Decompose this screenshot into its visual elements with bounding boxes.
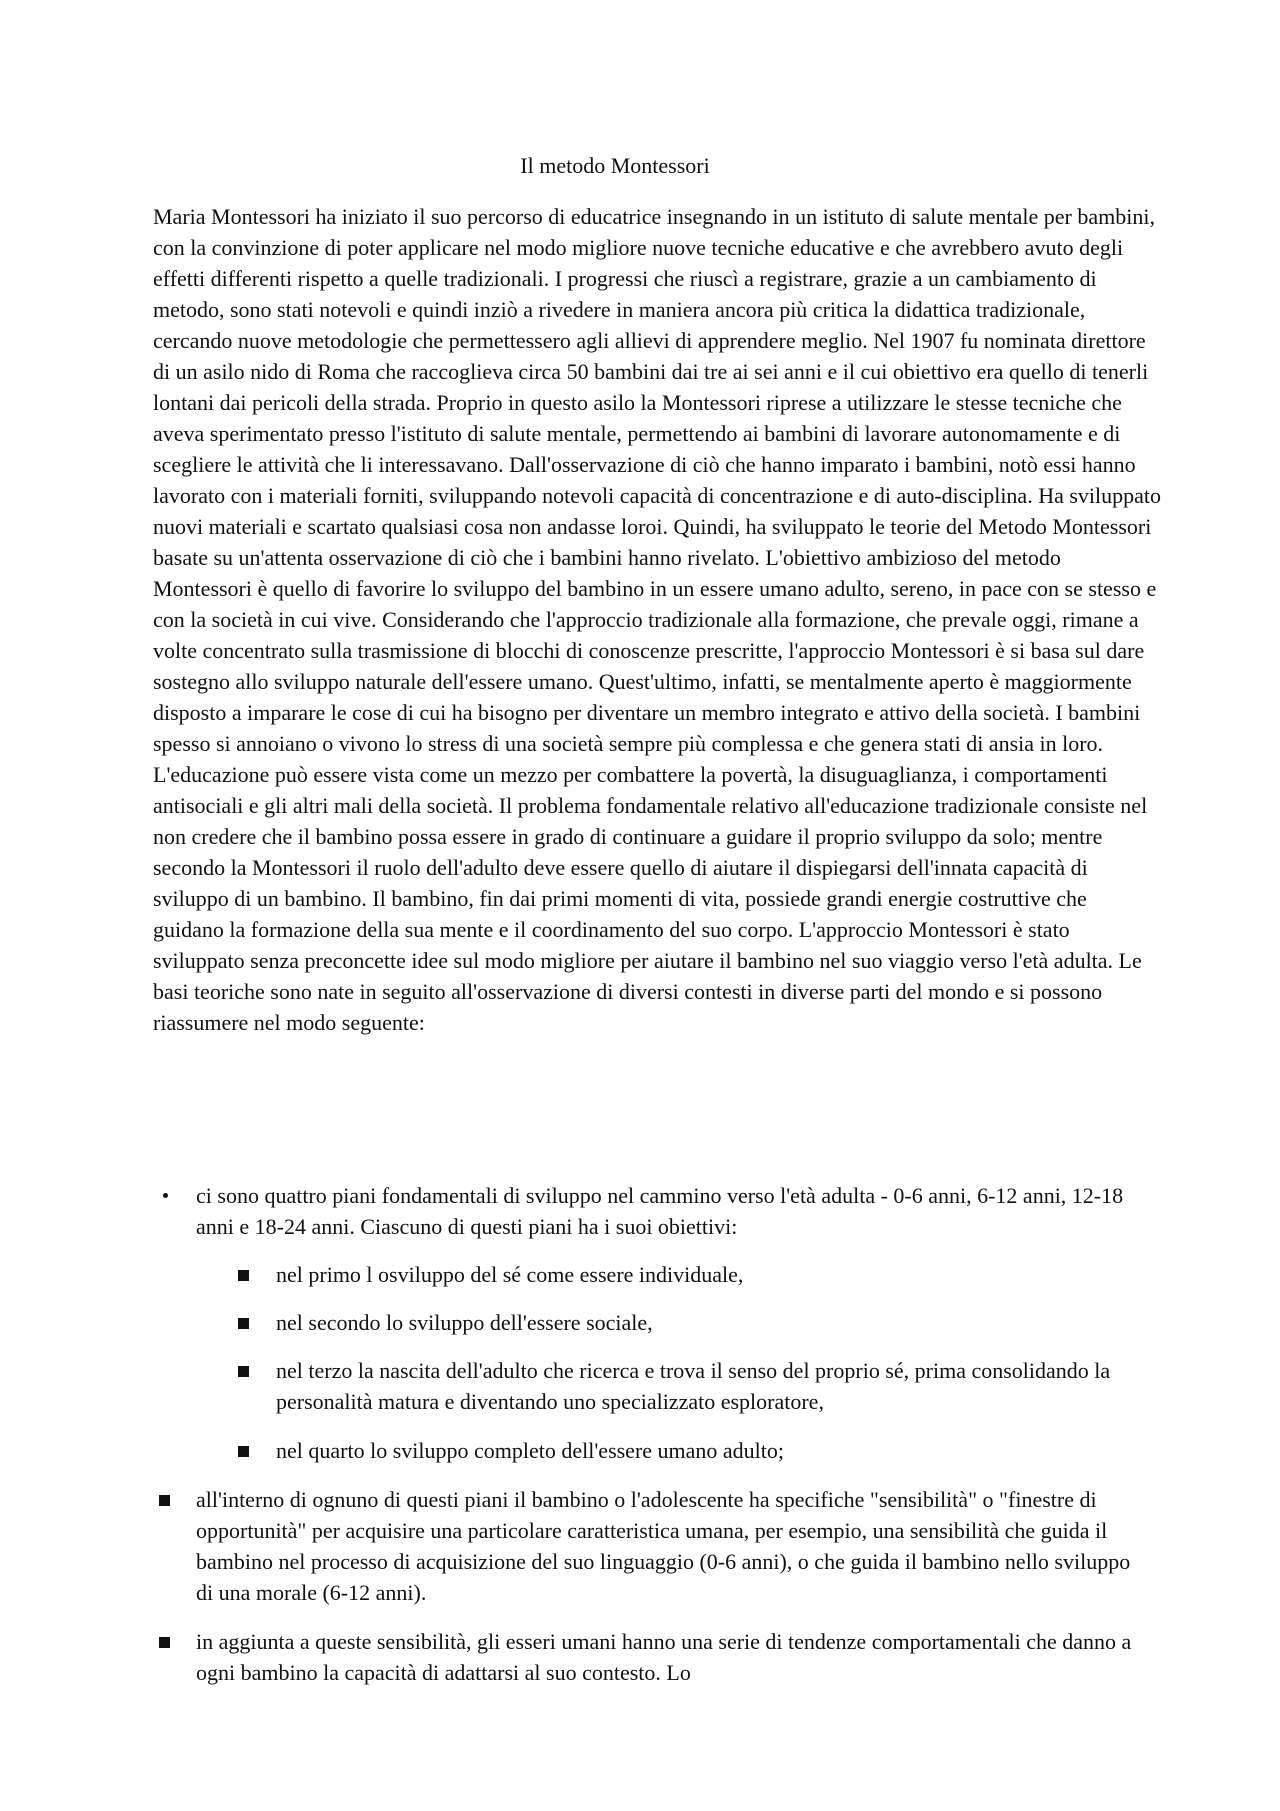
- bullet-dot-icon: [163, 1193, 168, 1198]
- sub-list-item-text: nel primo l osviluppo del sé come essere individuale,: [276, 1262, 744, 1287]
- bullet-square-icon: [238, 1446, 249, 1457]
- document-title: Il metodo Montessori: [520, 153, 710, 178]
- bullet-square-icon: [238, 1270, 249, 1281]
- sub-list-item-text: nel quarto lo sviluppo completo dell'essere umano adulto;: [276, 1438, 785, 1463]
- sub-list-item-text: nel secondo lo sviluppo dell'essere sociale,: [276, 1310, 653, 1335]
- list-item-text: all'interno di ognuno di questi piani il bambino o l'adolescente ha specifiche "sensibilità" o "finestre di opportunità" per acquisire una particolare caratteristica umana, per esempio, una sensibilità che guida il bambino nel processo di acquisizione del suo linguaggio (0-6 anni), o che guida il bambino nello sviluppo di una morale (6-12 anni).: [196, 1487, 1131, 1605]
- bullet-square-icon: [238, 1366, 249, 1377]
- body-paragraph: Maria Montessori ha iniziato il suo percorso di educatrice insegnando in un istituto di salute mentale per bambini, con la convinzione di poter applicare nel modo migliore nuove tecniche educative e che avrebbero avuto degli effetti differenti rispetto a quelle tradizionali. I progressi che riuscì a registrare, grazie a un cambiamento di metodo, sono stati notevoli e quindi inziò a rivedere in maniera ancora più critica la didattica tradizionale, cercando nuove metodologie che permettessero agli allievi di apprendere meglio. Nel 1907 fu nominata direttore di un asilo nido di Roma che raccoglieva circa 50 bambini dai tre ai sei anni e il cui obiettivo era quello di tenerli lontani dai pericoli della strada. Proprio in questo asilo la Montessori riprese a utilizzare le stesse tecniche che aveva sperimentato presso l'istituto di salute mentale, permettendo ai bambini di lavorare autonomamente e di scegliere le attività che li interessavano. Dall'osservazione di ciò che hanno imparato i bambini, notò essi hanno lavorato con i materiali forniti, sviluppando notevoli capacità di concentrazione e di auto-disciplina. Ha sviluppato nuovi materiali e scartato qualsiasi cosa non andasse loroi. Quindi, ha sviluppato le teorie del Metodo Montessori basate su un'attenta osservazione di ciò che i bambini hanno rivelato. L'obiettivo ambizioso del metodo Montessori è quello di favorire lo sviluppo del bambino in un essere umano adulto, sereno, in pace con se stesso e con la società in cui vive. Considerando che l'approccio tradizionale alla formazione, che prevale oggi, rimane a volte concentrato sulla trasmissione di blocchi di conoscenze prescritte, l'approccio Montessori è si basa sul dare sostegno allo sviluppo naturale dell'essere umano. Quest'ultimo, infatti, se mentalmente aperto è maggiormente disposto a imparare le cose di cui ha bisogno per diventare un membro integrato e attivo della società. I bambini spesso si annoiano o vivono lo stress di una società sempre più complessa e che genera stati di ansia in loro. L'educazione può essere vista come un mezzo per combattere la povertà, la disuguaglianza, i comportamenti antisociali e gli altri mali della società. Il problema fondamentale relativo all'educazione tradizionale consiste nel non credere che il bambino possa essere in grado di continuare a guidare il proprio sviluppo da solo; mentre secondo la Montessori il ruolo dell'adulto deve essere quello di aiutare il dispiegarsi dell'innata capacità di sviluppo di un bambino. Il bambino, fin dai primi momenti di vita, possiede grandi energie costruttive che guidano la formazione della sua mente e il coordinamento del suo corpo. L'approccio Montessori è stato sviluppato senza preconcette idee sul modo migliore per aiutare il bambino nel suo viaggio verso l'età adulta. Le basi teoriche sono nate in seguito all'osservazione di diversi contesti in diverse parti del mondo e si possono riassumere nel modo seguente:: [153, 204, 1162, 1035]
- bullet-square-icon: [159, 1495, 170, 1506]
- list-item-text: ci sono quattro piani fondamentali di sviluppo nel cammino verso l'età adulta - 0-6 anni, 6-12 anni, 12-18 anni e 18-24 anni. Ciascuno di questi piani ha i suoi obiettivi:: [196, 1183, 1124, 1239]
- bullet-square-icon: [238, 1318, 249, 1329]
- list-item-text: in aggiunta a queste sensibilità, gli esseri umani hanno una serie di tendenze comportamentali che danno a ogni bambino la capacità di adattarsi al suo contesto. Lo: [196, 1629, 1132, 1685]
- bullet-square-icon: [159, 1637, 170, 1648]
- sub-list-item-text: nel terzo la nascita dell'adulto che ricerca e trova il senso del proprio sé, prima consolidando la personalità matura e diventando uno specializzato esploratore,: [276, 1358, 1111, 1414]
